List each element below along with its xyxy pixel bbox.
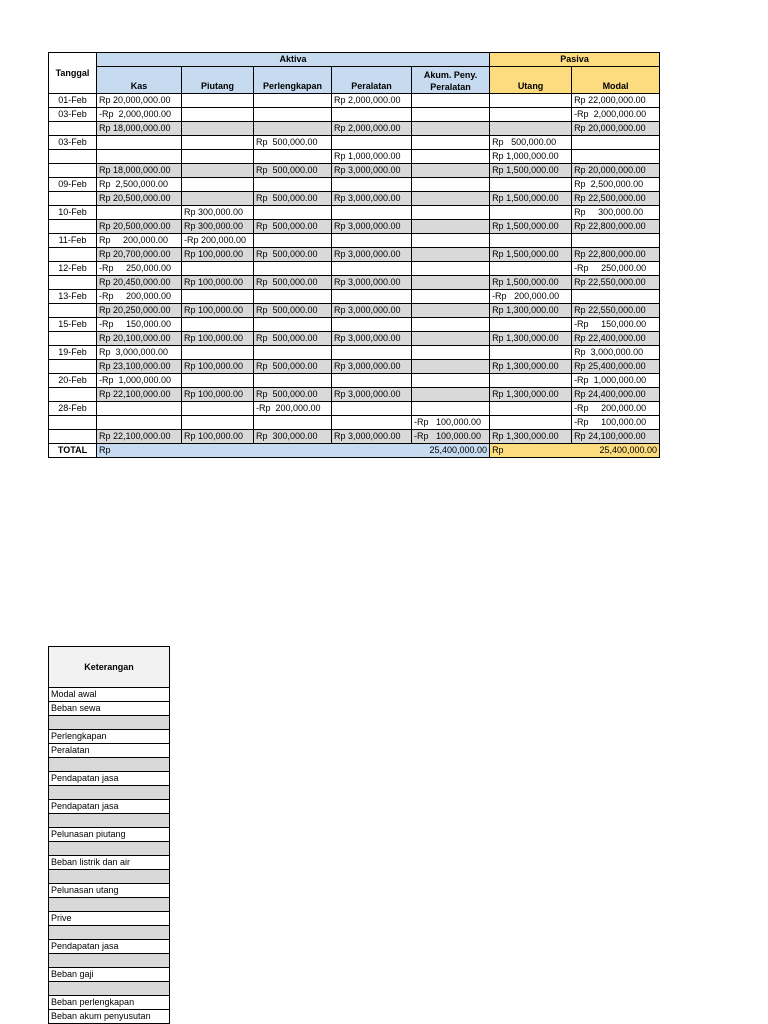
cell-peralatan [332,346,412,360]
keterangan-row [49,786,170,800]
cell-utang: Rp 1,300,000.00 [490,388,572,402]
cell-akum-peny [412,318,490,332]
header-piutang: Piutang [182,67,254,94]
header-perlengkapan: Perlengkapan [254,67,332,94]
cell-modal: -Rp 200,000.00 [572,402,660,416]
cell-piutang: Rp 300,000.00 [182,220,254,234]
cell-akum-peny [412,276,490,290]
cell-tanggal [49,304,97,318]
keterangan-row [49,772,170,786]
cell-utang [490,374,572,388]
cell-modal [572,234,660,248]
keterangan-row [49,982,170,996]
cell-utang [490,234,572,248]
table-row [49,248,660,262]
keterangan-row [49,912,170,926]
cell-perlengkapan [254,416,332,430]
cell-tanggal [49,416,97,430]
cell-modal: Rp 22,800,000.00 [572,248,660,262]
cell-kas: -Rp 1,000,000.00 [97,374,182,388]
cell-peralatan [332,374,412,388]
keterangan-cell [49,982,170,996]
cell-perlengkapan [254,374,332,388]
cell-perlengkapan [254,150,332,164]
total-row [49,444,660,458]
cell-utang [490,206,572,220]
cell-peralatan: Rp 2,000,000.00 [332,94,412,108]
cell-perlengkapan: Rp 500,000.00 [254,276,332,290]
cell-perlengkapan [254,94,332,108]
cell-tanggal: 03-Feb [49,108,97,122]
cell-kas: Rp 20,450,000.00 [97,276,182,290]
keterangan-row [49,702,170,716]
cell-perlengkapan: -Rp 200,000.00 [254,402,332,416]
cell-perlengkapan [254,108,332,122]
keterangan-row [49,814,170,828]
cell-modal [572,290,660,304]
cell-utang [490,318,572,332]
cell-perlengkapan [254,206,332,220]
keterangan-cell [49,758,170,772]
cell-perlengkapan [254,262,332,276]
total-aktiva [97,444,490,458]
cell-tanggal [49,388,97,402]
cell-piutang [182,108,254,122]
table-row [49,178,660,192]
cell-akum-peny [412,262,490,276]
cell-peralatan: Rp 3,000,000.00 [332,248,412,262]
table-row [49,94,660,108]
cell-akum-peny: -Rp 100,000.00 [412,430,490,444]
cell-utang: -Rp 200,000.00 [490,290,572,304]
header-peralatan: Peralatan [332,67,412,94]
keterangan-cell: Perlengkapan [49,730,170,744]
cell-kas: -Rp 150,000.00 [97,318,182,332]
cell-akum-peny [412,304,490,318]
cell-piutang [182,136,254,150]
keterangan-body [49,688,170,1024]
cell-tanggal [49,220,97,234]
keterangan-cell: Beban listrik dan air [49,856,170,870]
cell-piutang: Rp 100,000.00 [182,360,254,374]
cell-peralatan: Rp 3,000,000.00 [332,388,412,402]
cell-modal: -Rp 2,000,000.00 [572,108,660,122]
table-row [49,416,660,430]
cell-utang: Rp 1,000,000.00 [490,150,572,164]
cell-piutang [182,262,254,276]
cell-kas: -Rp 200,000.00 [97,290,182,304]
cell-tanggal: 20-Feb [49,374,97,388]
cell-perlengkapan [254,346,332,360]
cell-peralatan: Rp 1,000,000.00 [332,150,412,164]
keterangan-row [49,716,170,730]
keterangan-cell: Pelunasan piutang [49,828,170,842]
cell-modal: Rp 22,550,000.00 [572,304,660,318]
cell-perlengkapan [254,178,332,192]
cell-piutang [182,178,254,192]
table-row [49,192,660,206]
keterangan-row [49,800,170,814]
cell-tanggal [49,192,97,206]
keterangan-cell: Pendapatan jasa [49,940,170,954]
cell-modal: -Rp 250,000.00 [572,262,660,276]
cell-akum-peny [412,248,490,262]
table-row [49,108,660,122]
cell-modal: Rp 22,000,000.00 [572,94,660,108]
cell-tanggal [49,248,97,262]
cell-perlengkapan [254,122,332,136]
table-row [49,220,660,234]
cell-akum-peny [412,178,490,192]
cell-modal: Rp 3,000,000.00 [572,346,660,360]
cell-kas: Rp 20,100,000.00 [97,332,182,346]
cell-akum-peny [412,402,490,416]
cell-perlengkapan: Rp 500,000.00 [254,388,332,402]
cell-perlengkapan [254,234,332,248]
keterangan-row [49,968,170,982]
cell-perlengkapan: Rp 500,000.00 [254,304,332,318]
cell-akum-peny [412,192,490,206]
cell-kas: Rp 22,100,000.00 [97,388,182,402]
table-row [49,374,660,388]
cell-modal: Rp 24,100,000.00 [572,430,660,444]
cell-peralatan: Rp 3,000,000.00 [332,164,412,178]
cell-tanggal: 13-Feb [49,290,97,304]
cell-utang: Rp 1,300,000.00 [490,332,572,346]
cell-akum-peny [412,122,490,136]
keterangan-row [49,730,170,744]
table-row [49,332,660,346]
cell-modal: Rp 22,400,000.00 [572,332,660,346]
total-pasiva [490,444,660,458]
cell-piutang [182,150,254,164]
cell-peralatan [332,416,412,430]
table-row [49,276,660,290]
keterangan-cell: Prive [49,912,170,926]
cell-kas [97,416,182,430]
cell-utang: Rp 1,300,000.00 [490,360,572,374]
cell-piutang: Rp 100,000.00 [182,332,254,346]
keterangan-row [49,870,170,884]
cell-modal: Rp 2,500,000.00 [572,178,660,192]
cell-modal: -Rp 150,000.00 [572,318,660,332]
header-aktiva: Aktiva [97,53,490,67]
cell-modal: Rp 22,550,000.00 [572,276,660,290]
keterangan-cell [49,814,170,828]
cell-utang: Rp 1,500,000.00 [490,276,572,290]
cell-utang: Rp 1,500,000.00 [490,248,572,262]
keterangan-cell: Beban gaji [49,968,170,982]
keterangan-row [49,954,170,968]
cell-kas: Rp 20,250,000.00 [97,304,182,318]
cell-piutang [182,416,254,430]
table-row [49,262,660,276]
cell-peralatan: Rp 3,000,000.00 [332,192,412,206]
cell-tanggal: 12-Feb [49,262,97,276]
keterangan-cell: Pendapatan jasa [49,772,170,786]
cell-utang: Rp 1,300,000.00 [490,304,572,318]
keterangan-row [49,898,170,912]
cell-kas: Rp 200,000.00 [97,234,182,248]
cell-tanggal: 10-Feb [49,206,97,220]
cell-piutang [182,122,254,136]
keterangan-row [49,940,170,954]
header-akum-line2: Peralatan [430,82,471,92]
cell-tanggal [49,276,97,290]
cell-peralatan [332,108,412,122]
keterangan-row [49,688,170,702]
cell-tanggal: 19-Feb [49,346,97,360]
cell-peralatan [332,402,412,416]
keterangan-row [49,744,170,758]
keterangan-cell [49,898,170,912]
total-aktiva-value: 25,400,000.00 [429,445,488,455]
cell-piutang [182,290,254,304]
cell-perlengkapan: Rp 500,000.00 [254,164,332,178]
keterangan-cell [49,870,170,884]
cell-perlengkapan: Rp 500,000.00 [254,136,332,150]
cell-akum-peny [412,150,490,164]
cell-modal: Rp 300,000.00 [572,206,660,220]
cell-peralatan [332,234,412,248]
cell-piutang [182,164,254,178]
table-row [49,290,660,304]
cell-piutang: Rp 100,000.00 [182,248,254,262]
table-row [49,234,660,248]
cell-modal: Rp 20,000,000.00 [572,122,660,136]
table-row [49,122,660,136]
cell-modal: -Rp 100,000.00 [572,416,660,430]
cell-kas: Rp 20,700,000.00 [97,248,182,262]
cell-kas: Rp 20,500,000.00 [97,192,182,206]
cell-modal: Rp 22,800,000.00 [572,220,660,234]
cell-peralatan: Rp 3,000,000.00 [332,276,412,290]
keterangan-row [49,884,170,898]
transaction-table [48,52,660,458]
cell-peralatan [332,262,412,276]
cell-akum-peny [412,220,490,234]
cell-utang [490,178,572,192]
transaction-body [49,94,660,444]
cell-akum-peny [412,206,490,220]
keterangan-cell: Peralatan [49,744,170,758]
cell-kas: Rp 23,100,000.00 [97,360,182,374]
cell-utang [490,122,572,136]
cell-kas [97,206,182,220]
cell-peralatan: Rp 3,000,000.00 [332,360,412,374]
header-pasiva: Pasiva [490,53,660,67]
cell-piutang: Rp 100,000.00 [182,430,254,444]
keterangan-cell: Beban akum penyusutan [49,1010,170,1024]
total-pasiva-rp: Rp [492,445,504,455]
cell-kas [97,150,182,164]
table-row [49,402,660,416]
cell-perlengkapan: Rp 500,000.00 [254,192,332,206]
cell-peralatan: Rp 2,000,000.00 [332,122,412,136]
cell-peralatan: Rp 3,000,000.00 [332,304,412,318]
cell-kas: Rp 18,000,000.00 [97,164,182,178]
cell-modal [572,136,660,150]
cell-akum-peny [412,290,490,304]
cell-perlengkapan [254,318,332,332]
cell-utang: Rp 1,300,000.00 [490,430,572,444]
cell-akum-peny [412,234,490,248]
cell-tanggal [49,430,97,444]
cell-perlengkapan: Rp 500,000.00 [254,248,332,262]
cell-akum-peny [412,374,490,388]
cell-perlengkapan: Rp 500,000.00 [254,220,332,234]
cell-piutang: Rp 100,000.00 [182,388,254,402]
keterangan-cell: Beban perlengkapan [49,996,170,1010]
cell-tanggal: 15-Feb [49,318,97,332]
cell-perlengkapan: Rp 500,000.00 [254,360,332,374]
cell-piutang [182,94,254,108]
cell-kas: Rp 22,100,000.00 [97,430,182,444]
keterangan-cell: Beban sewa [49,702,170,716]
cell-utang: Rp 1,500,000.00 [490,220,572,234]
cell-perlengkapan: Rp 300,000.00 [254,430,332,444]
table-row [49,430,660,444]
cell-akum-peny [412,136,490,150]
keterangan-cell [49,954,170,968]
cell-kas: Rp 20,000,000.00 [97,94,182,108]
cell-tanggal: 28-Feb [49,402,97,416]
cell-peralatan [332,290,412,304]
cell-akum-peny [412,332,490,346]
table-row [49,346,660,360]
cell-kas [97,136,182,150]
cell-modal: -Rp 1,000,000.00 [572,374,660,388]
cell-modal [572,150,660,164]
cell-modal: Rp 25,400,000.00 [572,360,660,374]
keterangan-row [49,856,170,870]
cell-perlengkapan [254,290,332,304]
keterangan-row [49,926,170,940]
keterangan-row [49,758,170,772]
cell-tanggal [49,122,97,136]
table-row [49,206,660,220]
keterangan-cell [49,842,170,856]
cell-piutang [182,318,254,332]
cell-kas: -Rp 2,000,000.00 [97,108,182,122]
cell-utang: Rp 1,500,000.00 [490,192,572,206]
table-row [49,318,660,332]
cell-peralatan [332,136,412,150]
keterangan-cell [49,926,170,940]
cell-piutang: Rp 100,000.00 [182,276,254,290]
header-utang: Utang [490,67,572,94]
total-aktiva-rp: Rp [99,445,111,455]
keterangan-row [49,1010,170,1024]
header-akum-peny [412,67,490,94]
table-row [49,164,660,178]
cell-kas: Rp 20,500,000.00 [97,220,182,234]
keterangan-cell: Pendapatan jasa [49,800,170,814]
cell-modal: Rp 20,000,000.00 [572,164,660,178]
keterangan-cell: Pelunasan utang [49,884,170,898]
cell-tanggal: 01-Feb [49,94,97,108]
keterangan-table [48,646,170,1024]
cell-akum-peny [412,108,490,122]
cell-piutang: Rp 300,000.00 [182,206,254,220]
cell-utang: Rp 1,500,000.00 [490,164,572,178]
header-modal: Modal [572,67,660,94]
cell-akum-peny [412,164,490,178]
keterangan-cell [49,786,170,800]
table-row [49,136,660,150]
cell-tanggal: 03-Feb [49,136,97,150]
cell-utang: Rp 500,000.00 [490,136,572,150]
cell-modal: Rp 24,400,000.00 [572,388,660,402]
cell-tanggal [49,332,97,346]
cell-peralatan: Rp 3,000,000.00 [332,430,412,444]
total-label: TOTAL [49,444,97,458]
total-pasiva-value: 25,400,000.00 [599,445,658,455]
cell-utang [490,94,572,108]
header-tanggal: Tanggal [49,53,97,94]
cell-akum-peny [412,388,490,402]
header-kas: Kas [97,67,182,94]
cell-utang [490,416,572,430]
cell-kas [97,402,182,416]
cell-akum-peny [412,94,490,108]
cell-kas: Rp 18,000,000.00 [97,122,182,136]
keterangan-cell [49,716,170,730]
cell-perlengkapan: Rp 500,000.00 [254,332,332,346]
cell-piutang: Rp 100,000.00 [182,304,254,318]
cell-tanggal [49,164,97,178]
cell-modal: Rp 22,500,000.00 [572,192,660,206]
keterangan-row [49,842,170,856]
cell-tanggal: 09-Feb [49,178,97,192]
cell-utang [490,402,572,416]
cell-kas: -Rp 250,000.00 [97,262,182,276]
cell-piutang [182,374,254,388]
cell-piutang [182,402,254,416]
cell-utang [490,108,572,122]
cell-utang [490,262,572,276]
cell-tanggal [49,150,97,164]
cell-peralatan: Rp 3,000,000.00 [332,332,412,346]
keterangan-row [49,828,170,842]
cell-akum-peny [412,346,490,360]
cell-kas: Rp 2,500,000.00 [97,178,182,192]
header-keterangan: Keterangan [49,647,170,688]
cell-piutang [182,192,254,206]
keterangan-row [49,996,170,1010]
cell-akum-peny [412,360,490,374]
table-row [49,388,660,402]
cell-kas: Rp 3,000,000.00 [97,346,182,360]
table-row [49,304,660,318]
table-row [49,360,660,374]
table-row [49,150,660,164]
cell-tanggal [49,360,97,374]
header-akum-line1: Akum. Peny. [423,70,478,80]
cell-peralatan: Rp 3,000,000.00 [332,220,412,234]
cell-piutang [182,346,254,360]
cell-peralatan [332,206,412,220]
cell-peralatan [332,178,412,192]
keterangan-cell: Modal awal [49,688,170,702]
cell-akum-peny: -Rp 100,000.00 [412,416,490,430]
cell-tanggal: 11-Feb [49,234,97,248]
cell-piutang: -Rp 200,000.00 [182,234,254,248]
cell-utang [490,346,572,360]
cell-peralatan [332,318,412,332]
